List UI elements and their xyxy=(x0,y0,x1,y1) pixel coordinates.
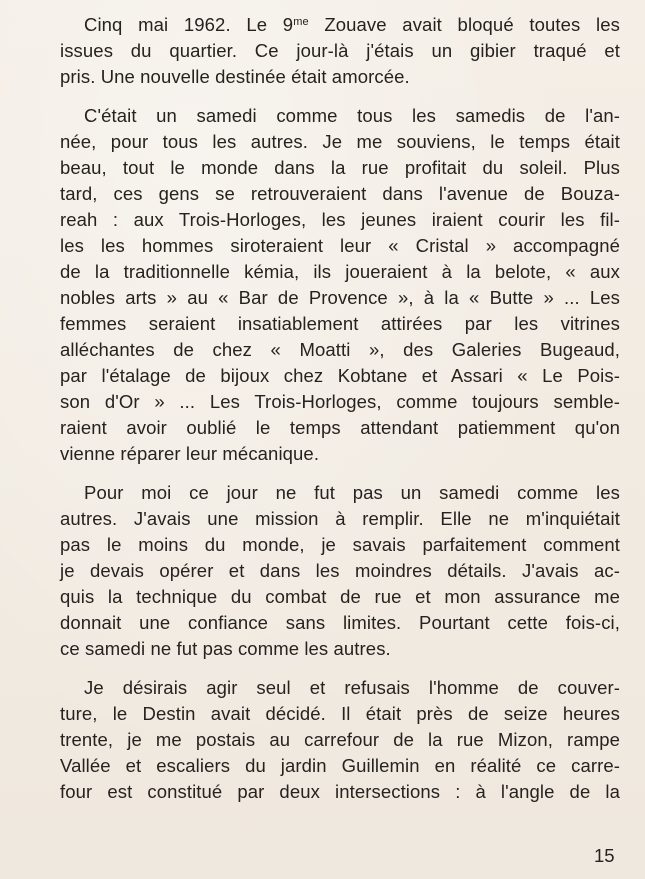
text-line: son d'Or » ... Les Trois-Horloges, comme toujours semble- xyxy=(60,391,620,412)
text-line: trente, je me postais au carrefour de la rue Mizon, rampe xyxy=(60,729,620,750)
text-line: par l'étalage de bijoux chez Kobtane et Assari « Le Pois- xyxy=(60,365,620,386)
text-line: ture, le Destin avait décidé. Il était près de seize heures xyxy=(60,703,620,724)
text-line: tard, ces gens se retrouveraient dans l'avenue de Bouza- xyxy=(60,183,620,204)
text-line: les les hommes siroteraient leur « Cristal » accompagné xyxy=(60,235,620,256)
paragraph-4 xyxy=(60,675,620,805)
text-line: reah : aux Trois-Horloges, les jeunes iraient courir les fil- xyxy=(60,209,620,230)
text-line: je devais opérer et dans les moindres détails. J'avais ac- xyxy=(60,560,620,581)
text-line: quis la technique du combat de rue et mon assurance me xyxy=(60,586,620,607)
paragraph-2 xyxy=(60,103,620,467)
text-line: alléchantes de chez « Moatti », des Galeries Bugeaud, xyxy=(60,339,620,360)
paragraph-3 xyxy=(60,480,620,662)
text-line: C'était un samedi comme tous les samedis de l'an- xyxy=(84,105,620,126)
text-line: Pour moi ce jour ne fut pas un samedi comme les xyxy=(84,482,620,503)
text-line: four est constitué par deux intersections : à l'angle de la xyxy=(60,781,620,802)
text-line: beau, tout le monde dans la rue profitait du soleil. Plus xyxy=(60,157,620,178)
paragraph-1 xyxy=(60,12,620,90)
text-line: pris. Une nouvelle destinée était amorcée. xyxy=(60,66,410,87)
text-line: vienne réparer leur mécanique. xyxy=(60,443,320,464)
text-line: ce samedi ne fut pas comme les autres. xyxy=(60,638,391,659)
text-line: pas le moins du monde, je savais parfaitement comment xyxy=(60,534,620,555)
text-line: issues du quartier. Ce jour-là j'étais un gibier traqué et xyxy=(60,40,620,61)
text-line: de la traditionnelle kémia, ils joueraient à la belote, « aux xyxy=(60,261,620,282)
body-text xyxy=(60,12,620,805)
page-number: 15 xyxy=(594,845,615,866)
text-line: autres. J'avais une mission à remplir. Elle ne m'inquiétait xyxy=(60,508,620,529)
superscript: me xyxy=(293,16,309,28)
text-line: Je désirais agir seul et refusais l'homme de couver- xyxy=(84,677,620,698)
text-line: Vallée et escaliers du jardin Guillemin en réalité ce carre- xyxy=(60,755,620,776)
text-line: née, pour tous les autres. Je me souviens, le temps était xyxy=(60,131,620,152)
text-line: femmes seraient insatiablement attirées par les vitrines xyxy=(60,313,620,334)
text-line: nobles arts » au « Bar de Provence », à la « Butte » ... Les xyxy=(60,287,620,308)
text-line: Cinq mai 1962. Le $9^{me}$ Zouave avait bloqué toutes les xyxy=(84,14,620,35)
text-line: raient avoir oublié le temps attendant patiemment qu'on xyxy=(60,417,620,438)
text-line: donnait une confiance sans limites. Pourtant cette fois-ci, xyxy=(60,612,620,633)
